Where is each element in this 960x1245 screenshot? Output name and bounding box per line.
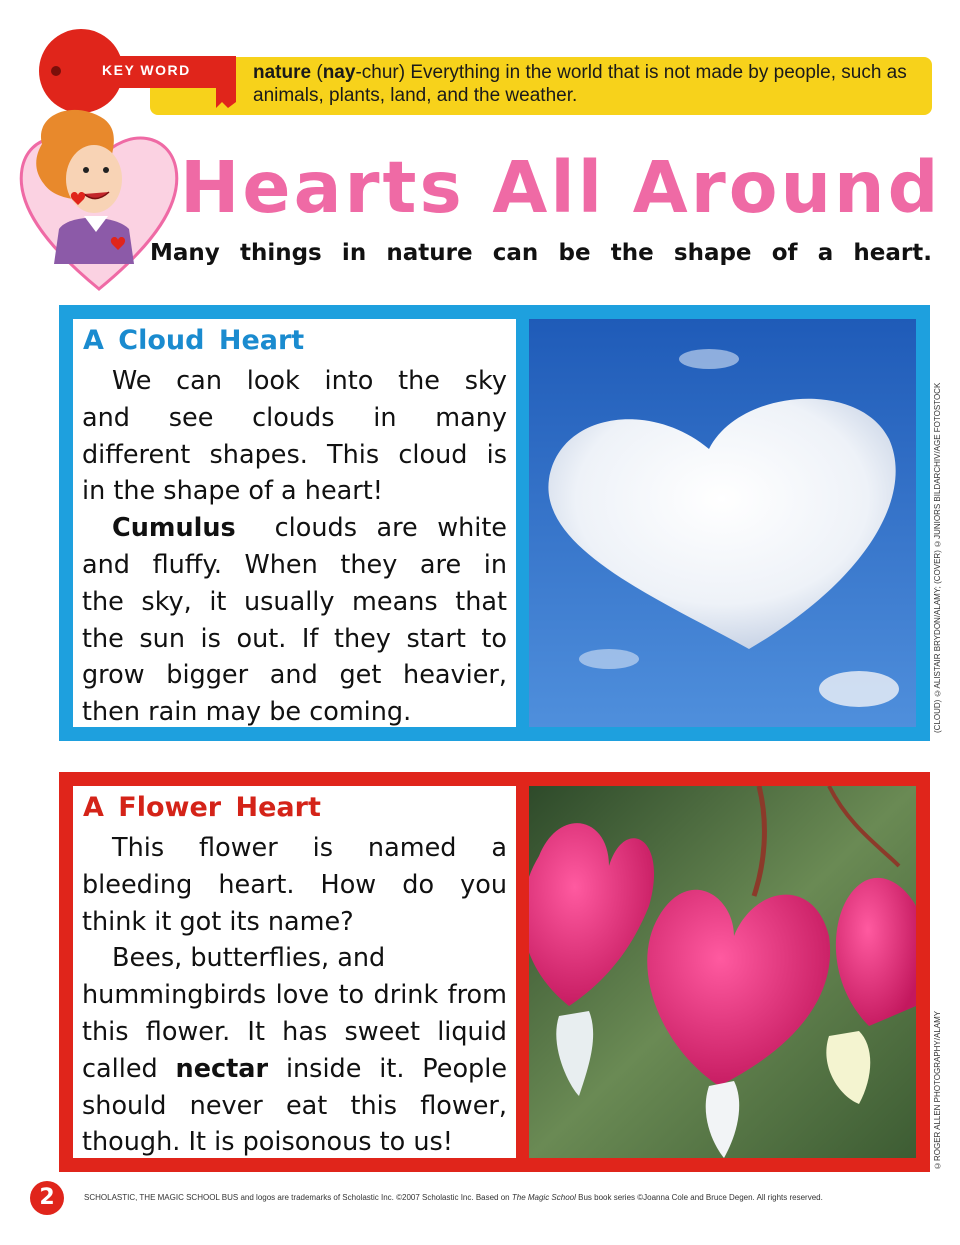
- cloud-heart-section: [59, 305, 930, 741]
- text-line: [82, 1051, 507, 1088]
- text-line: should never eat this flower,: [82, 1090, 507, 1121]
- footer-text-a: SCHOLASTIC, THE MAGIC SCHOOL BUS and logos are trademarks of Scholastic Inc. ©2007 Scholastic Inc. Based on: [84, 1193, 512, 1202]
- flower-text-box: [73, 786, 516, 1158]
- text-line: This flower is named a: [112, 833, 507, 863]
- text-line: [82, 510, 507, 547]
- flower-heart-section: [59, 772, 930, 1172]
- footer-text: [84, 1193, 944, 1202]
- page-title: Hearts All Around: [180, 146, 942, 229]
- text-line: bleeding heart. How do you: [82, 869, 507, 900]
- pre-keyword: called: [82, 1053, 158, 1084]
- cloud-text-box: [73, 319, 516, 727]
- text-line: We can look into the sky: [112, 366, 507, 396]
- flower-body: [82, 830, 507, 1161]
- pron-stressed: nay: [322, 62, 356, 83]
- text-line: and see clouds in many: [82, 402, 507, 433]
- text-line: the sky, it usually means that: [82, 586, 507, 617]
- text-line: this flower. It has sweet liquid: [82, 1016, 507, 1047]
- flower-heading: A Flower Heart: [83, 792, 321, 823]
- key-word-term: nature: [253, 62, 312, 83]
- text-line: Bees, butterflies, and: [112, 943, 386, 974]
- text-line: and fluffy. When they are in: [82, 549, 507, 580]
- cloud-photo-credit: (CLOUD) ©ALISTAIR BRYDON/ALAMY; (COVER) ©JUNIORS BILDARCHIV/AGE FOTOSTOCK: [933, 382, 942, 733]
- footer-text-b: Bus book series ©Joanna Cole and Bruce Degen. All rights reserved.: [575, 1193, 823, 1202]
- bleeding-heart-flower-photo: [529, 786, 916, 1158]
- text-line: though. It is poisonous to us!: [82, 1127, 454, 1158]
- key-word-definition: [253, 61, 923, 107]
- cloud-body: [82, 363, 507, 731]
- text-line: in the shape of a heart!: [82, 476, 383, 507]
- page-subtitle: Many things in nature can be the shape of a heart.: [150, 240, 932, 266]
- pron-rest: -chur): [355, 62, 406, 83]
- footer-text-italic: The Magic School: [511, 1193, 576, 1202]
- text-line: think it got its name?: [82, 906, 354, 937]
- keyword-cumulus: Cumulus: [112, 513, 236, 544]
- text-line: grow bigger and get heavier,: [82, 660, 507, 691]
- text-line: then rain may be coming.: [82, 697, 412, 728]
- key-word-label: KEY WORD: [102, 62, 191, 78]
- flower-photo-credit: ©ROGER ALLEN PHOTOGRAPHY/ALAMY: [933, 1010, 942, 1170]
- text-line: the sun is out. If they start to: [82, 623, 507, 654]
- keyword-followup: clouds are white: [274, 513, 507, 544]
- heart-cloud-photo: [529, 319, 916, 727]
- post-keyword: inside it. People: [285, 1053, 508, 1084]
- definition-text: Everything in the world that is not made by people, such as animals, plants, land, and the weather.: [253, 62, 907, 106]
- pron-open: (: [311, 62, 323, 83]
- text-line: different shapes. This cloud is: [82, 439, 507, 470]
- page-number: 2: [30, 1181, 64, 1215]
- keyword-nectar: nectar: [175, 1053, 269, 1084]
- cloud-heading: A Cloud Heart: [83, 325, 305, 356]
- text-line: hummingbirds love to drink from: [82, 980, 507, 1011]
